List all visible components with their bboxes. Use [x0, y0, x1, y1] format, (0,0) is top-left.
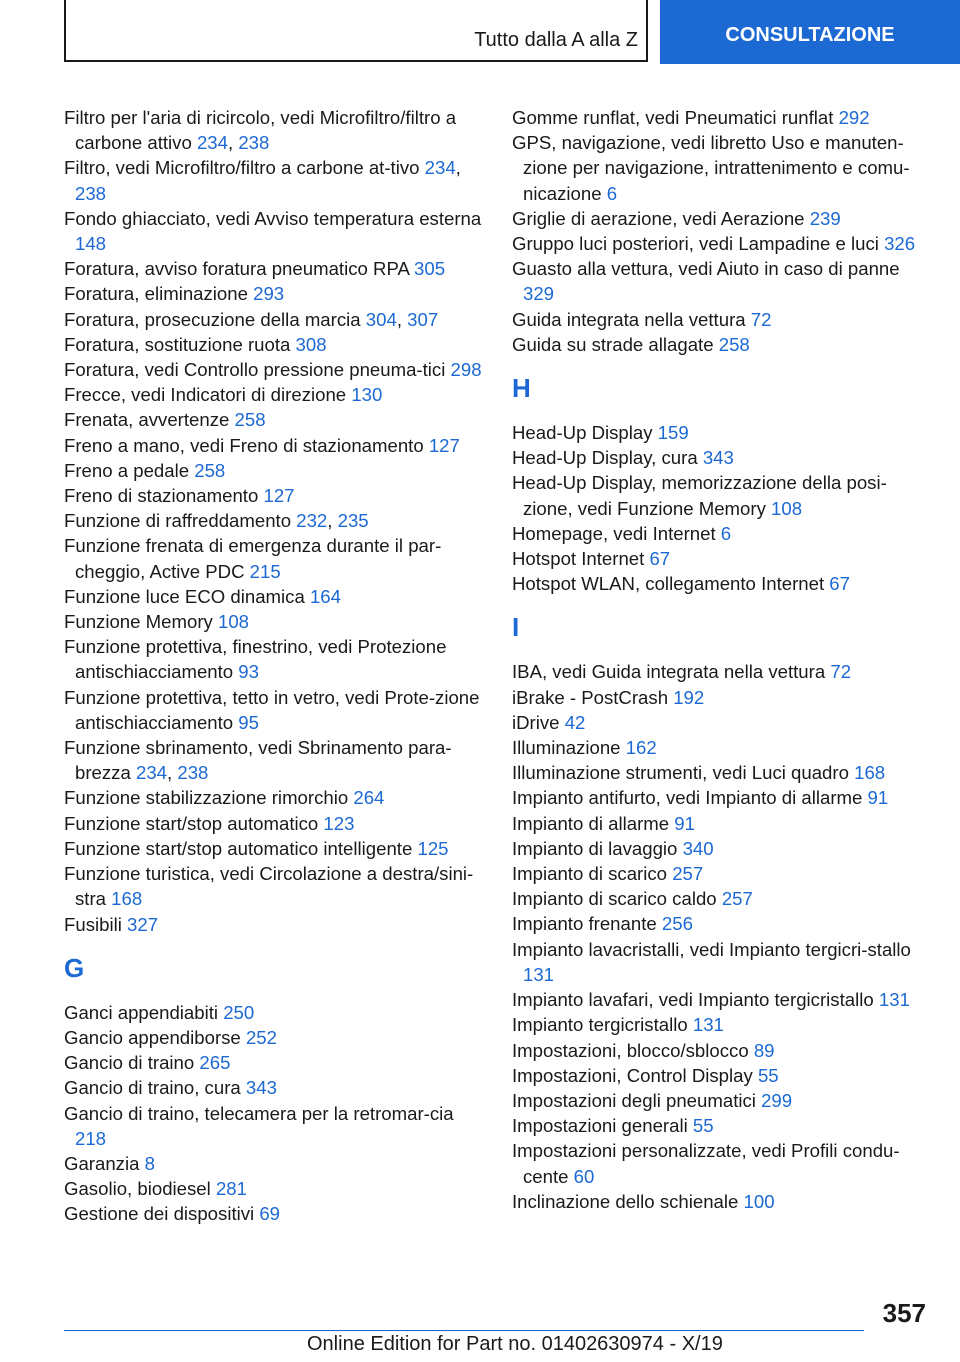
index-entry-text: Funzione start/stop automatico intelligente [64, 837, 418, 859]
index-entry [512, 1038, 932, 1063]
index-entry [512, 685, 932, 710]
index-entry-text: Funzione frenata di emergenza durante il par-cheggio, Active PDC [64, 535, 442, 582]
index-entry [512, 231, 932, 256]
page-link[interactable]: 148 [75, 233, 107, 255]
index-entry-text: Guida su strade allagate [512, 333, 719, 355]
index-entry-text: Funzione stabilizzazione rimorchio [64, 787, 354, 809]
index-entry-text: Gasolio, biodiesel [64, 1178, 216, 1200]
page-link[interactable]: 326 [884, 233, 916, 255]
index-entry: Foratura, prosecuzione della marcia 304, 307 [64, 308, 439, 330]
index-entry-text: iDrive [512, 711, 565, 733]
page-link[interactable]: 293 [253, 283, 285, 305]
index-entry: Filtro, vedi Microfiltro/filtro a carbone at-tivo 234, 238 [64, 157, 461, 204]
index-entry-text: Funzione protettiva, tetto in vetro, vedi Prote-zione antischiacciamento [64, 686, 480, 733]
index-entry [512, 1189, 932, 1214]
index-entry [64, 1101, 484, 1151]
page-link[interactable]: 127 [428, 434, 460, 456]
index-entry-text: Hotspot Internet [512, 548, 650, 570]
index-entry [64, 458, 484, 483]
page-link[interactable]: 93 [238, 661, 259, 683]
page-link[interactable]: 108 [771, 497, 803, 519]
index-entry: Funzione sbrinamento, vedi Sbrinamento para-brezza 234, 238 [64, 737, 452, 784]
index-entry [512, 1138, 932, 1188]
index-entry [64, 281, 484, 306]
page-link[interactable]: 168 [854, 762, 886, 784]
index-entry [512, 256, 932, 306]
index-entry-text: Garanzia [64, 1152, 145, 1174]
index-entry-text: Impianto di allarme [512, 812, 675, 834]
index-entry [64, 382, 484, 407]
page-link[interactable]: 258 [718, 333, 750, 355]
index-entry-text: Gruppo luci posteriori, vedi Lampadine e luci [512, 233, 885, 255]
index-entry [512, 987, 932, 1012]
index-letter-heading: I [512, 612, 520, 643]
index-entry [512, 659, 932, 684]
index-entry [64, 1000, 484, 1025]
page-link[interactable]: 218 [75, 1127, 107, 1149]
index-entry-text: Head-Up Display [512, 422, 658, 444]
page-link[interactable]: 131 [692, 1014, 724, 1036]
index-entry-text: Impianto tergicristallo [512, 1014, 693, 1036]
footer-divider [64, 1330, 864, 1331]
index-entry-text: Impianto frenante [512, 913, 662, 935]
index-entry [512, 521, 932, 546]
index-entry-text: Impianto di scarico caldo [512, 888, 722, 910]
page-link[interactable]: 252 [245, 1026, 277, 1048]
page-link[interactable]: 91 [867, 787, 889, 809]
index-entry-text: Foratura, prosecuzione della marcia [64, 308, 366, 330]
page-link[interactable]: 215 [249, 560, 281, 582]
page-link[interactable]: 305 [414, 258, 446, 280]
index-entry-text: Impostazioni generali [512, 1115, 693, 1137]
page-link[interactable]: 281 [215, 1178, 247, 1200]
index-entry [512, 760, 932, 785]
index-entry-text: Guida integrata nella vettura [512, 308, 751, 330]
index-column-right [512, 105, 932, 1214]
page-link[interactable]: 60 [573, 1165, 595, 1187]
index-entry: Funzione di raffreddamento 232, 235 [64, 510, 369, 532]
index-entry [64, 609, 484, 634]
index-entry [64, 1050, 484, 1075]
index-entry-text: Funzione Memory [64, 611, 218, 633]
page-link[interactable]: 238 [238, 132, 270, 154]
index-entry-text: IBA, vedi Guida integrata nella vettura [512, 661, 831, 683]
index-entry-text: Funzione sbrinamento, vedi Sbrinamento para-brezza [64, 737, 452, 784]
index-entry [512, 911, 932, 936]
page-link[interactable]: 265 [199, 1052, 231, 1074]
index-entry [64, 1151, 484, 1176]
index-entry-text: Gestione dei dispositivi [64, 1203, 260, 1225]
index-entry [64, 1176, 484, 1201]
index-entry [64, 811, 484, 836]
index-entry [512, 836, 932, 861]
index-entry [512, 1113, 932, 1138]
page-link[interactable]: 164 [309, 585, 341, 607]
index-entry-text: Head-Up Display, cura [512, 447, 703, 469]
index-entry [64, 256, 484, 281]
index-letter-heading: H [512, 373, 531, 404]
index-entry-text: Homepage, vedi Internet [512, 522, 721, 544]
index-entry [64, 634, 484, 684]
index-entry-text: Impostazioni personalizzate, vedi Profili condu-cente [512, 1140, 900, 1187]
page-link[interactable]: 298 [450, 359, 482, 381]
index-entry [64, 433, 484, 458]
index-entry [64, 483, 484, 508]
index-entry-text: Illuminazione strumenti, vedi Luci quadro [512, 762, 855, 784]
index-entry-text: Funzione turistica, vedi Circolazione a destra/sini-stra [64, 863, 474, 910]
index-entry [64, 533, 484, 583]
section-tab-label: CONSULTAZIONE [725, 23, 895, 46]
page-link[interactable]: 162 [625, 737, 657, 759]
index-entry [64, 407, 484, 432]
index-entry-text: Foratura, sostituzione ruota [64, 333, 296, 355]
index-entry [512, 735, 932, 760]
index-entry [64, 685, 484, 735]
page-link[interactable]: 307 [407, 308, 439, 330]
index-entry-text: Foratura, vedi Controllo pressione pneuma-tici [64, 359, 451, 381]
index-entry-text: Funzione luce ECO dinamica [64, 585, 310, 607]
index-letter-heading: G [64, 952, 85, 983]
index-entry-text: Illuminazione [512, 737, 626, 759]
index-entry-text: Funzione di raffreddamento [64, 510, 297, 532]
page-link[interactable]: 234 [424, 157, 456, 179]
page-link[interactable]: 168 [111, 888, 143, 910]
page-link[interactable]: 130 [351, 384, 383, 406]
breadcrumb: Tutto dalla A alla Z [474, 29, 638, 51]
index-entry [512, 420, 932, 445]
index-entry [512, 1063, 932, 1088]
index-entry [64, 861, 484, 911]
index-entry-text: Impostazioni degli pneumatici [512, 1089, 762, 1111]
index-entry-text: GPS, navigazione, vedi libretto Uso e manuten-zione per navigazione, intrattenimento e comu-nicazione [512, 132, 910, 204]
index-entry [512, 710, 932, 735]
index-entry-text: Freno a mano, vedi Freno di stazionamento [64, 434, 429, 456]
index-entry-text: Griglie di aerazione, vedi Aerazione [512, 207, 810, 229]
page-link[interactable]: 343 [245, 1077, 277, 1099]
index-entry-text: Impianto antifurto, vedi Impianto di allarme [512, 787, 868, 809]
index-entry [64, 1075, 484, 1100]
page-link[interactable]: 55 [757, 1064, 779, 1086]
index-entry [512, 105, 932, 130]
page-link[interactable]: 127 [263, 485, 295, 507]
page-link[interactable]: 257 [721, 888, 753, 910]
page-link[interactable]: 250 [223, 1001, 255, 1023]
page-link[interactable]: 235 [337, 510, 369, 532]
index-entry-text: Fondo ghiacciato, vedi Avviso temperatura esterna [64, 207, 482, 229]
footer-edition [307, 1333, 723, 1356]
index-entry [512, 571, 932, 596]
page-link[interactable]: 67 [829, 573, 850, 595]
index-entry-text: Impianto lavacristalli, vedi Impianto tergicri-stallo [512, 938, 911, 960]
index-entry [64, 1201, 484, 1226]
page-link[interactable]: 131 [523, 963, 555, 985]
section-tab[interactable] [660, 0, 960, 64]
index-entry [512, 937, 932, 987]
index-entry-text: Filtro per l'aria di ricircolo, vedi Microfiltro/filtro a carbone attivo [64, 107, 457, 154]
page-link[interactable]: 125 [417, 837, 449, 859]
index-entry [512, 307, 932, 332]
page-link[interactable]: 343 [702, 447, 734, 469]
page-link[interactable]: 42 [564, 711, 586, 733]
page-link[interactable]: 6 [720, 522, 732, 544]
index-entry-text: Impianto di lavaggio [512, 837, 683, 859]
page-link[interactable]: 67 [649, 548, 671, 570]
page-link[interactable]: 95 [238, 711, 259, 733]
page-link[interactable]: 292 [838, 107, 870, 128]
index-entry-text: Gancio di traino, cura [64, 1077, 246, 1099]
index-entry [512, 206, 932, 231]
page-link[interactable]: 159 [657, 422, 689, 444]
page-link[interactable]: 258 [194, 459, 226, 481]
index-entry [512, 332, 932, 357]
page-link[interactable]: 340 [682, 837, 714, 859]
page-link[interactable]: 304 [365, 308, 397, 330]
index-entry-text: Inclinazione dello schienale [512, 1190, 744, 1212]
page-link[interactable]: 234 [135, 762, 168, 784]
index-entry-text: iBrake - PostCrash [512, 686, 674, 708]
page-link[interactable]: 299 [761, 1089, 793, 1111]
index-entry [512, 1012, 932, 1037]
index-column-left [64, 105, 484, 1227]
index-entry-text: Funzione protettiva, finestrino, vedi Protezione antischiacciamento [64, 636, 447, 683]
index-entry [64, 332, 484, 357]
index-entry [512, 861, 932, 886]
index-entry [64, 785, 484, 810]
index-entry-text: Guasto alla vettura, vedi Aiuto in caso di panne [512, 258, 900, 280]
page-link[interactable]: 72 [750, 308, 772, 330]
index-entry-text: Filtro, vedi Microfiltro/filtro a carbone at-tivo [64, 157, 425, 179]
index-entry [64, 584, 484, 609]
page-link[interactable]: 6 [606, 182, 618, 204]
page-link[interactable]: 257 [672, 863, 704, 885]
page-link[interactable]: 264 [353, 787, 385, 809]
index-entry [512, 445, 932, 470]
page-link[interactable]: 192 [673, 686, 705, 708]
index-entry [512, 546, 932, 571]
index-entry [512, 470, 932, 520]
index-entry-text: Frenata, avvertenze [64, 409, 235, 431]
index-entry-text: Head-Up Display, memorizzazione della posi-zione, vedi Funzione Memory [512, 472, 887, 519]
index-entry [64, 206, 484, 256]
page-link[interactable]: 91 [674, 812, 695, 834]
page-link[interactable]: 258 [234, 409, 266, 431]
index-entry-text: Hotspot WLAN, collegamento Internet [512, 573, 830, 595]
page-link[interactable]: 131 [878, 989, 910, 1011]
page-link[interactable]: 239 [809, 207, 841, 229]
index-entry-text: Gancio di traino, telecamera per la retromar-cia [64, 1102, 454, 1124]
index-entry [64, 836, 484, 861]
index-entry [64, 357, 484, 382]
page-link[interactable]: 256 [661, 913, 693, 935]
index-entry [512, 1088, 932, 1113]
index-entry [512, 785, 932, 810]
index-entry [512, 130, 932, 206]
page-link[interactable]: 329 [523, 283, 555, 305]
page-link[interactable]: 238 [177, 762, 209, 784]
index-entry-text: Freno a pedale [64, 459, 195, 481]
index-entry-text: Freno di stazionamento [64, 485, 264, 507]
index-entry [64, 912, 484, 937]
page-link[interactable]: 69 [259, 1203, 281, 1225]
index-entry-text: Gomme runflat, vedi Pneumatici runflat [512, 107, 839, 128]
index-entry-text: Foratura, eliminazione [64, 283, 254, 305]
page-link[interactable]: 234 [196, 132, 228, 154]
index-entry [512, 811, 932, 836]
page-link[interactable]: 123 [323, 812, 355, 834]
page-link[interactable]: 232 [296, 510, 328, 532]
index-entry [64, 1025, 484, 1050]
index-entry-text: Funzione start/stop automatico [64, 812, 324, 834]
page-link[interactable]: 89 [753, 1039, 775, 1061]
index-entry-text: Ganci appendiabiti [64, 1001, 224, 1023]
index-entry [512, 886, 932, 911]
page-link[interactable]: 308 [295, 333, 327, 355]
index-entry-text: Gancio appendiborse [64, 1026, 246, 1048]
index-entry-text: Frecce, vedi Indicatori di direzione [64, 384, 352, 406]
page-link[interactable]: 327 [127, 913, 159, 935]
index-entry-text: Impostazioni, blocco/sblocco [512, 1039, 754, 1061]
index-entry-text: Impianto di scarico [512, 863, 673, 885]
index-entry: Filtro per l'aria di ricircolo, vedi Microfiltro/filtro a carbone attivo 234, 238 [64, 107, 457, 154]
page-number: 357 [882, 1298, 926, 1328]
page-link[interactable]: 72 [830, 661, 852, 683]
page-link[interactable]: 100 [743, 1190, 775, 1212]
index-entry-text: Impianto lavafari, vedi Impianto tergicristallo [512, 989, 879, 1011]
index-entry-text: Gancio di traino [64, 1052, 200, 1074]
page-link[interactable]: 55 [692, 1115, 714, 1137]
footer-edition-text: Online Edition for Part no. 01402630974 - X/19 [307, 1333, 723, 1355]
page-link[interactable]: 238 [75, 182, 107, 204]
index-entry-text: Foratura, avviso foratura pneumatico RPA [64, 258, 415, 280]
page-link[interactable]: 108 [217, 611, 250, 633]
page-link[interactable]: 8 [144, 1152, 155, 1174]
index-entry-text: Impostazioni, Control Display [512, 1064, 758, 1086]
index-entry-text: Fusibili [64, 913, 128, 935]
